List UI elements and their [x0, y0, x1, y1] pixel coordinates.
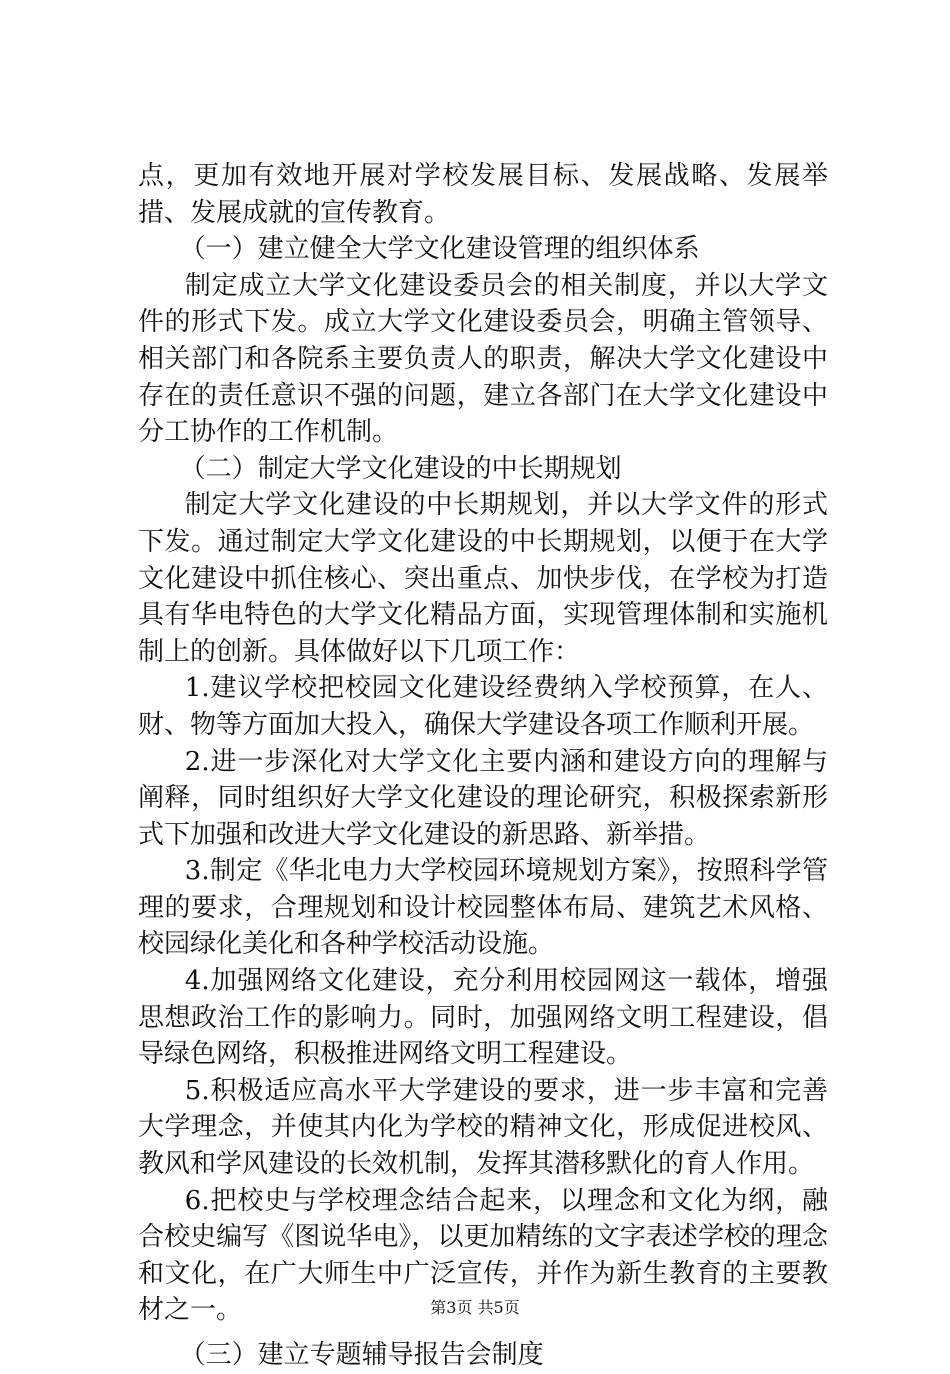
section-heading-2: （二）制定大学文化建设的中长期规划 — [179, 453, 622, 484]
section-heading-1: （一）建立健全大学文化建设管理的组织体系 — [179, 234, 700, 265]
list-item: 3.制定《华北电力大学校园环境规划方案》，按照科学管理的要求，合理规划和设计校园整体布局、建筑艺术风格、校园绿化美化和各种学校活动设施。 — [138, 856, 828, 960]
list-item: 5.积极适应高水平大学建设的要求，进一步丰富和完善大学理念，并使其内化为学校的精神文化，形成促进校风、教风和学风建设的长效机制，发挥其潜移默化的育人作用。 — [138, 1075, 828, 1180]
list-item: 4.加强网络文化建设，充分利用校园网这一载体，增强思想政治工作的影响力。同时，加强网络文明工程建设，倡导绿色网络，积极推进网络文明工程建设。 — [138, 966, 828, 1070]
paragraph: 制定成立大学文化建设委员会的相关制度，并以大学文件的形式下发。成立大学文化建设委员会，明确主管领导、相关部门和各院系主要负责人的职责，解决大学文化建设中存在的责任意识不强的问题，建立各部门在大学文化建设中分工协作的工作机制。 — [138, 270, 828, 448]
list-item: 1.建议学校把校园文化建设经费纳入学校预算，在人、财、物等方面加大投入，确保大学建设各项工作顺利开展。 — [138, 673, 828, 740]
section-heading-3: （三）建立专题辅导报告会制度 — [179, 1340, 544, 1370]
document-body — [138, 158, 828, 1374]
paragraph-continuation: 点，更加有效地开展对学校发展目标、发展战略、发展举措、发展成就的宣传教育。 — [138, 161, 828, 228]
page-footer: 第3页 共5页 — [430, 1298, 520, 1317]
paragraph: 制定大学文化建设的中长期规划，并以大学文件的形式下发。通过制定大学文化建设的中长期规划，以便于在大学文化建设中抓住核心、突出重点、加快步伐，在学校为打造具有华电特色的大学文化精品方面，实现管理体制和实施机制上的创新。具体做好以下几项工作： — [138, 490, 828, 667]
list-item: 2.进一步深化对大学文化主要内涵和建设方向的理解与阐释，同时组织好大学文化建设的理论研究，积极探索新形式下加强和改进大学文化建设的新思路、新举措。 — [138, 746, 828, 850]
list-item: 6.把校史与学校理念结合起来，以理念和文化为纲，融合校史编写《图说华电》，以更加精练的文字表述学校的理念和文化，在广大师生中广泛宣传，并作为新生教育的主要教材之一。 — [138, 1185, 828, 1326]
